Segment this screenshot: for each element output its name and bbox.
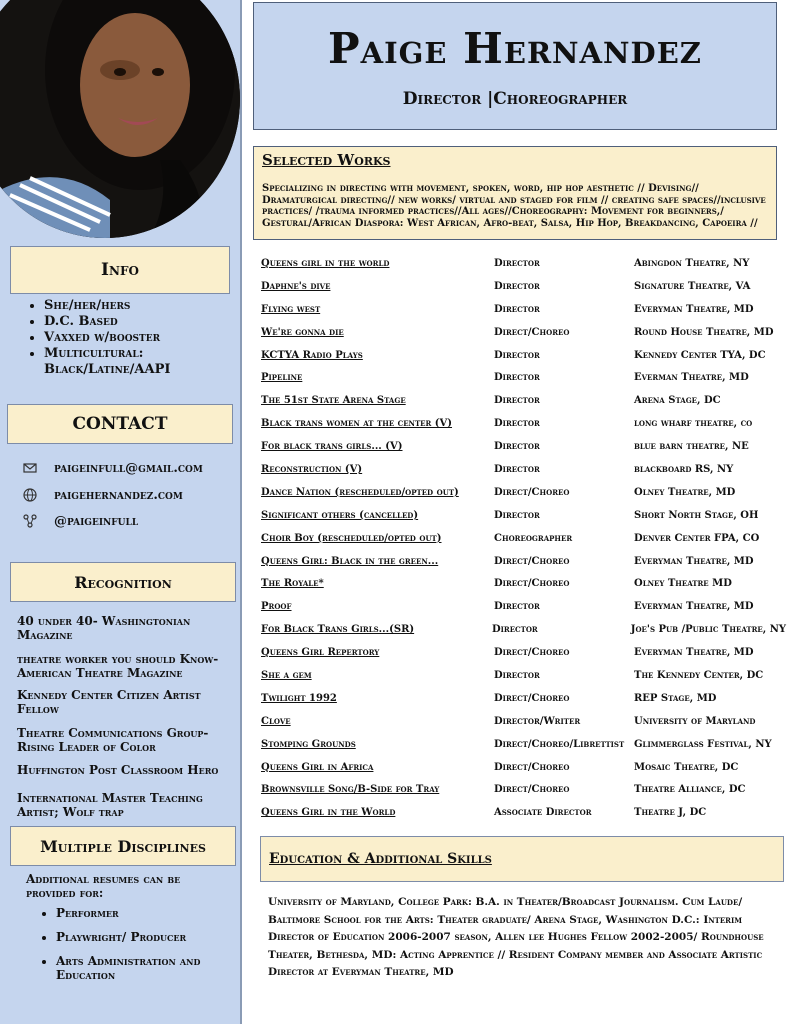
list-item: • Multicultural: Black/Latine/AAPI <box>44 346 244 378</box>
table-row <box>261 275 786 298</box>
work-role: Director <box>494 601 540 613</box>
table-row <box>261 710 786 733</box>
work-role: Director <box>494 463 540 475</box>
work-title: We're gonna die <box>261 326 344 338</box>
work-venue: Everman Theatre, MD <box>634 372 749 384</box>
table-row <box>261 412 786 435</box>
network-icon <box>22 513 38 529</box>
contact-email[interactable] <box>22 460 203 476</box>
work-title: Daphne's dive <box>261 280 331 292</box>
table-row <box>261 481 786 504</box>
social-text[interactable]: @paigeinfull <box>54 513 139 529</box>
work-title: Brownsville Song/B-Side for Tray <box>261 784 440 796</box>
contact-social[interactable] <box>22 513 138 529</box>
table-row <box>261 504 786 527</box>
table-row <box>261 527 786 550</box>
work-title: Queens Girl Repertory <box>261 647 380 659</box>
work-title: Pipeline <box>261 372 303 384</box>
works-table <box>261 252 786 824</box>
work-venue: Kennedy Center TYA, DC <box>634 349 766 361</box>
table-row <box>261 687 786 710</box>
work-role: Director/Writer <box>494 715 581 727</box>
work-role: Director <box>494 349 540 361</box>
work-venue: Glimmerglass Festival, NY <box>634 738 772 750</box>
work-role: Director <box>494 509 540 521</box>
selected-works-box <box>253 146 777 240</box>
list-item: • Vaxxed w/booster <box>44 330 244 346</box>
work-role: Direct/Choreo <box>494 326 570 338</box>
table-row <box>261 618 786 641</box>
work-role: Director <box>494 280 540 292</box>
recognition-title: Recognition <box>74 572 172 592</box>
info-title: Info <box>101 260 139 280</box>
work-venue: Everyman Theatre, MD <box>634 601 754 613</box>
work-venue: Joe's Pub /Public Theatre, NY <box>630 624 786 636</box>
work-title: Proof <box>261 601 292 613</box>
work-venue: University of Maryland <box>634 715 756 727</box>
recognition-item: Theatre Communications Group- Rising Leader of Color <box>17 726 209 754</box>
email-text[interactable]: paigeinfull@gmail.com <box>54 460 203 476</box>
work-role: Director <box>491 624 538 636</box>
work-venue: Arena Stage, DC <box>634 395 721 407</box>
contact-heading <box>7 404 233 444</box>
profile-photo <box>0 0 240 238</box>
work-title: Flying west <box>261 303 321 315</box>
table-row <box>261 756 786 779</box>
work-role: Director <box>494 441 540 453</box>
work-role: Director <box>494 372 540 384</box>
disciplines-heading <box>10 826 236 866</box>
header <box>253 2 777 130</box>
work-venue: Denver Center FPA, CO <box>634 532 760 544</box>
work-venue: blue barn theatre, NE <box>634 441 749 453</box>
table-row <box>261 801 786 824</box>
sidebar <box>0 0 242 1024</box>
work-role: Direct/Choreo <box>494 761 570 773</box>
work-venue: Signature Theatre, VA <box>634 280 751 292</box>
work-venue: REP Stage, MD <box>634 692 717 704</box>
selected-works-description: Specializing in directing with movement, spoken, word, hip hop aesthetic // Devising// Dramaturgical directing// new works/ virtual and staged for film // creating safe spaces//inclusive practices/ /trauma informed practices//All ages//Choreography: Movement for beginners,/ Gestural/African Diaspora: West African, Afro-beat, Salsa, Hip Hop, Breakdancing, Capoeira // <box>262 183 766 229</box>
work-venue: Olney Theatre, MD <box>634 486 736 498</box>
table-row <box>261 595 786 618</box>
table-row <box>261 366 786 389</box>
contact-website[interactable] <box>22 487 183 503</box>
page-title: Paige Hernandez <box>328 24 702 73</box>
subtitle: Director |Choreographer <box>402 89 628 109</box>
work-venue: Short North Stage, OH <box>634 509 759 521</box>
website-text[interactable]: paigehernandez.com <box>54 487 183 503</box>
table-row <box>261 435 786 458</box>
work-title: Significant others (cancelled) <box>261 509 419 521</box>
globe-icon <box>22 487 38 503</box>
work-venue: blackboard RS, NY <box>634 463 734 475</box>
work-venue: Theatre Alliance, DC <box>634 784 746 796</box>
work-title: Queens Girl in the World <box>261 807 396 819</box>
list-item: • D.C. Based <box>44 314 244 330</box>
selected-works-title: Selected Works <box>262 151 391 169</box>
table-row <box>261 344 786 367</box>
table-row <box>261 252 786 275</box>
education-title: Education & Additional Skills <box>269 851 492 867</box>
list-item: • She/her/hers <box>44 298 244 314</box>
work-role: Direct/Choreo/Librettist <box>494 738 625 750</box>
work-title: The 51st State Arena Stage <box>261 395 406 407</box>
work-role: Associate Director <box>494 807 592 819</box>
work-venue: Round House Theatre, MD <box>634 326 774 338</box>
work-role: Direct/Choreo <box>494 784 570 796</box>
recognition-item: International Master Teaching Artist; Wolf trap <box>17 791 203 819</box>
list-item: • Performer <box>56 906 236 920</box>
table-row <box>261 321 786 344</box>
list-item: • Playwright/ Producer <box>56 930 236 944</box>
work-role: Direct/Choreo <box>494 692 570 704</box>
work-title: Stomping Grounds <box>261 738 356 750</box>
work-role: Director <box>494 418 540 430</box>
work-title: Queens girl in the world <box>261 257 390 269</box>
work-title: Black trans women at the center (V) <box>261 418 453 430</box>
work-venue: Everyman Theatre, MD <box>634 647 754 659</box>
work-title: Choir Boy (rescheduled/opted out) <box>261 532 442 544</box>
work-venue: Everyman Theatre, MD <box>634 555 754 567</box>
education-heading <box>260 836 784 882</box>
work-title: The Royale* <box>261 578 324 590</box>
education-text: University of Maryland, College Park: B.A. in Theater/Broadcast Journalism. Cum Laude/ Baltimore School for the Arts: Theater graduate/ Arena Stage, Washington D.C.: Interim Director of Education 2006-2007 season, Allen lee Hughes Fellow 2002-2005/ Roundhouse Theater, Bethesda, MD: Acting Apprentice // Resident Company member and Associate Artistic Director at Everyman Theatre, MD <box>268 896 764 978</box>
recognition-item: Huffington Post Classroom Hero <box>17 763 219 777</box>
recognition-item: theatre worker you should Know- American Theatre Magazine <box>17 652 219 680</box>
table-row <box>261 389 786 412</box>
work-title: Twilight 1992 <box>261 692 337 704</box>
work-title: Queens Girl: Black in the green... <box>261 555 439 567</box>
work-role: Direct/Choreo <box>494 647 570 659</box>
table-row <box>261 572 786 595</box>
work-venue: The Kennedy Center, DC <box>634 669 764 681</box>
disciplines-title: Multiple Disciplines <box>40 836 206 856</box>
work-venue: Everyman Theatre, MD <box>634 303 754 315</box>
work-role: Direct/Choreo <box>494 578 570 590</box>
info-heading <box>10 246 230 294</box>
work-role: Director <box>494 395 540 407</box>
contact-title: CONTACT <box>72 414 168 434</box>
work-title: Dance Nation (rescheduled/opted out) <box>261 486 459 498</box>
table-row <box>261 550 786 573</box>
recognition-item: Kennedy Center Citizen Artist Fellow <box>17 688 201 716</box>
work-venue: Olney Theatre MD <box>634 578 732 590</box>
table-row <box>261 733 786 756</box>
work-title: KCTYA Radio Plays <box>261 349 363 361</box>
recognition-item: 40 under 40- Washingtonian Magazine <box>17 614 191 642</box>
table-row <box>261 778 786 801</box>
work-title: Queens Girl in Africa <box>261 761 374 773</box>
work-title: Reconstruction (V) <box>261 463 363 475</box>
work-role: Director <box>494 303 540 315</box>
info-list <box>18 298 244 378</box>
list-item: • Arts Administration and Education <box>56 954 236 982</box>
disciplines-intro: Additional resumes can be provided for: <box>26 872 181 900</box>
recognition-heading <box>10 562 236 602</box>
work-venue: long wharf theatre, co <box>634 418 753 430</box>
work-title: For black trans girls... (V) <box>261 441 403 453</box>
table-row <box>261 458 786 481</box>
disciplines-list <box>26 906 236 992</box>
work-venue: Mosaic Theatre, DC <box>634 761 739 773</box>
work-title: For Black Trans Girls...(SR) <box>261 624 415 636</box>
work-title: Clove <box>261 715 291 727</box>
work-role: Director <box>494 669 540 681</box>
work-venue: Abingdon Theatre, NY <box>634 257 750 269</box>
work-role: Director <box>494 257 540 269</box>
table-row <box>261 298 786 321</box>
table-row <box>261 664 786 687</box>
work-role: Direct/Choreo <box>494 486 570 498</box>
table-row <box>261 641 786 664</box>
work-role: Direct/Choreo <box>494 555 570 567</box>
mail-icon <box>22 460 38 476</box>
work-role: Choreographer <box>494 532 573 544</box>
work-title: She a gem <box>261 669 312 681</box>
work-venue: Theatre J, DC <box>634 807 707 819</box>
